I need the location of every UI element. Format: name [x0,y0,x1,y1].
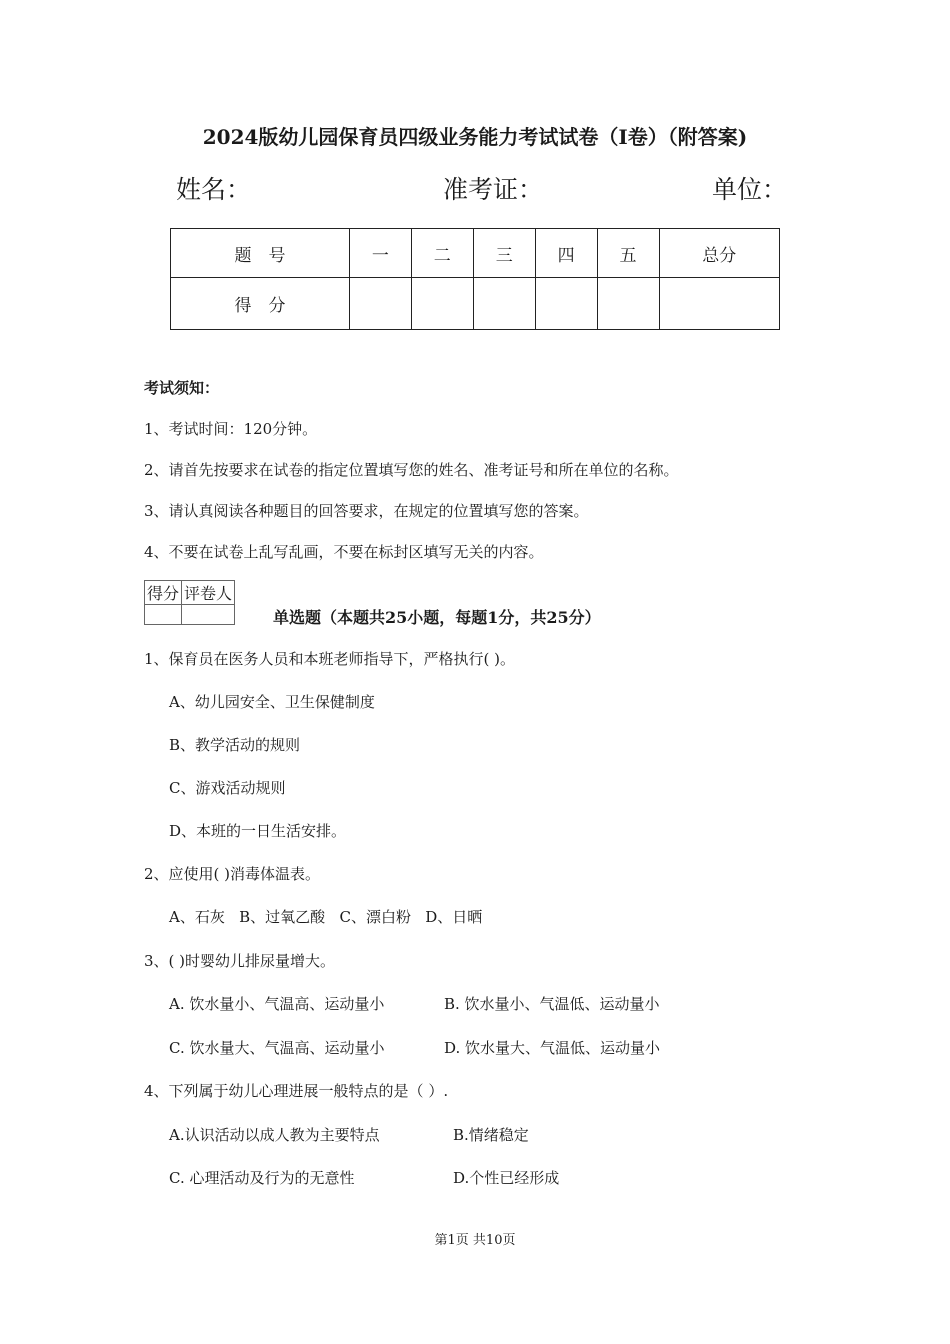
question-3-option-b: B. 饮水量小、气温低、运动量小 [444,995,660,1013]
question-4-option-d: D.个性已经形成 [453,1169,560,1187]
name-field-label: 姓名： [176,175,252,204]
grader-reviewer-cell[interactable] [182,605,235,625]
unit-field-label: 单位： [712,175,788,204]
notice-heading: 考试须知： [144,379,220,397]
question-1-option-d: D、本班的一日生活安排。 [169,822,347,840]
score-cell[interactable] [535,278,597,330]
page-footer: 第1页 共10页 [434,1233,516,1248]
grader-score-cell[interactable] [145,605,182,625]
question-1-option-a: A、幼儿园安全、卫生保健制度 [169,693,375,711]
score-row-label: 得 分 [171,278,350,330]
question-1-option-b: B、教学活动的规则 [169,736,301,754]
score-header-cell: 总分 [659,229,779,278]
question-2-stem: 2、应使用( )消毒体温表。 [144,865,321,883]
question-4-option-a: A.认识活动以成人教为主要特点 [169,1126,380,1144]
score-table-header-row [171,229,780,278]
question-1-stem: 1、保育员在医务人员和本班老师指导下，严格执行( )。 [144,650,516,668]
score-header-cell: 五 [597,229,659,278]
question-3-stem: 3、( )时婴幼儿排尿量增大。 [144,952,336,970]
question-1-option-c: C、游戏活动规则 [169,779,286,797]
question-4-stem: 4、下列属于幼儿心理进展一般特点的是（ ）. [144,1082,449,1100]
question-3-option-a: A. 饮水量小、气温高、运动量小 [169,995,385,1013]
notice-item: 2、请首先按要求在试卷的指定位置填写您的姓名、准考证号和所在单位的名称。 [144,461,679,479]
score-cell[interactable] [473,278,535,330]
score-header-cell: 题 号 [171,229,350,278]
question-2-options: A、石灰 B、过氧乙酸 C、漂白粉 D、日晒 [169,908,483,926]
notice-item: 3、请认真阅读各种题目的回答要求，在规定的位置填写您的答案。 [144,502,589,520]
grader-box [144,580,235,625]
score-cell[interactable] [411,278,473,330]
score-header-cell: 一 [349,229,411,278]
question-4-option-b: B.情绪稳定 [453,1126,529,1144]
score-cell[interactable] [349,278,411,330]
exam-number-field-label: 准考证： [443,175,544,204]
grader-score-label: 得分 [145,581,182,605]
score-header-cell: 二 [411,229,473,278]
score-header-cell: 四 [535,229,597,278]
question-3-option-c: C. 饮水量大、气温高、运动量小 [169,1039,385,1057]
notice-item: 4、不要在试卷上乱写乱画，不要在标封区填写无关的内容。 [144,543,544,561]
question-4-option-c: C. 心理活动及行为的无意性 [169,1169,355,1187]
score-table [170,228,780,330]
grader-reviewer-label: 评卷人 [182,581,235,605]
section-title: 单选题（本题共25小题，每题1分，共25分） [273,608,601,627]
score-cell[interactable] [659,278,779,330]
score-cell[interactable] [597,278,659,330]
score-header-cell: 三 [473,229,535,278]
score-table-score-row [171,278,780,330]
notice-item: 1、考试时间：120分钟。 [144,420,318,438]
question-3-option-d: D. 饮水量大、气温低、运动量小 [444,1039,661,1057]
page-title: 2024版幼儿园保育员四级业务能力考试试卷（I卷）（附答案) [202,125,748,149]
